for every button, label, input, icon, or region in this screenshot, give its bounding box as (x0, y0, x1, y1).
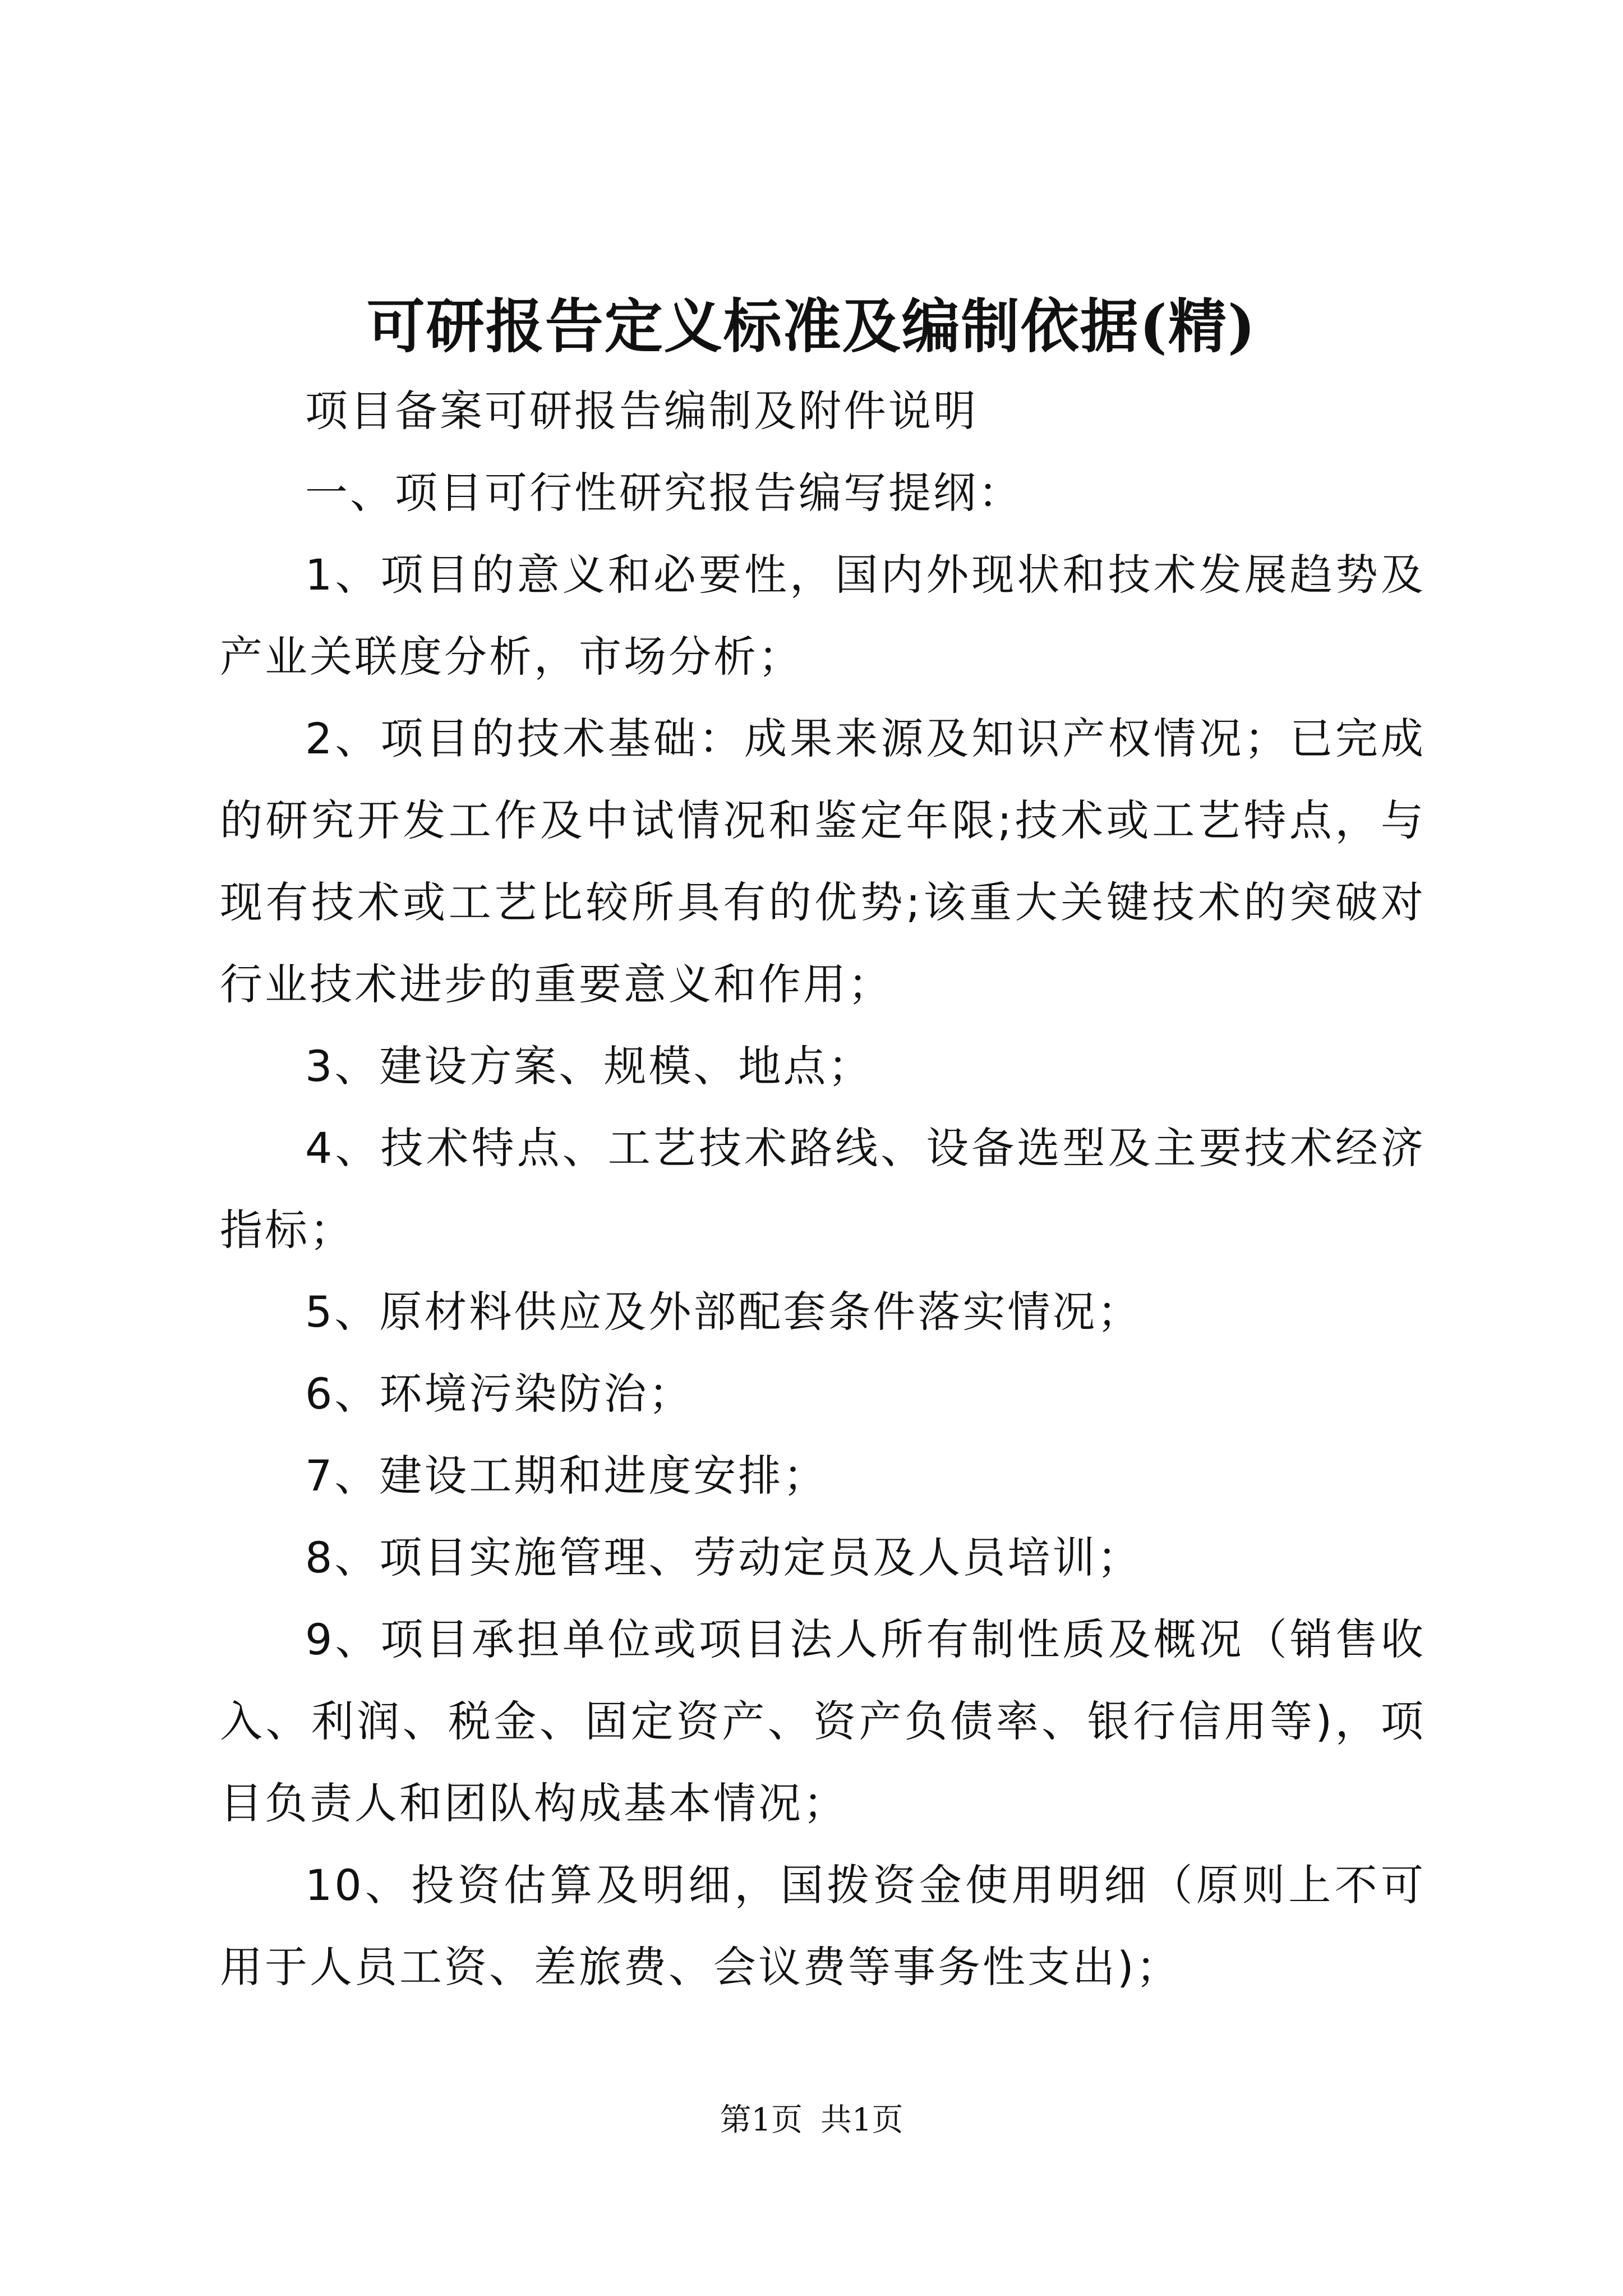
paragraph-item-6: 6、环境污染防治； (305, 1369, 694, 1419)
paragraph-item-9: 9、项目承担单位或项目法人所有制性质及概况（销售收入、利润、税金、固定资产、资产负债率、银行信用等)，项目负责人和团队构成基本情况； (220, 1614, 1426, 1828)
paragraph-item-4: 4、技术特点、工艺技术路线、设备选型及主要技术经济指标； (220, 1123, 1426, 1255)
paragraph-intro: 项目备案可研报告编制及附件说明 (305, 386, 978, 436)
paragraph-item-3: 3、建设方案、规模、地点； (305, 1041, 873, 1091)
document-title: 可研报告定义标准及编制依据(精) (366, 292, 1257, 361)
paragraph-item-2: 2、项目的技术基础：成果来源及知识产权情况；已完成的研究开发工作及中试情况和鉴定年限;技术或工艺特点，与现有技术或工艺比较所具有的优势;该重大关键技术的突破对行业技术进步的重要意义和作用； (220, 714, 1426, 1009)
page-footer: 第1页 共1页 (720, 2102, 903, 2138)
paragraph-item-8: 8、项目实施管理、劳动定员及人员培训； (305, 1533, 1142, 1582)
paragraph-item-10: 10、投资估算及明细，国拨资金使用明细（原则上不可用于人员工资、差旅费、会议费等事务性支出)； (220, 1860, 1426, 1992)
document-body (220, 370, 1426, 2008)
paragraph-outline-heading: 一、项目可行性研究报告编写提纲： (305, 468, 1023, 518)
paragraph-item-5: 5、原材料供应及外部配套条件落实情况； (305, 1287, 1142, 1337)
paragraph-item-7: 7、建设工期和进度安排； (305, 1451, 828, 1501)
paragraph-item-1: 1、项目的意义和必要性，国内外现状和技术发展趋势及产业关联度分析，市场分析； (220, 550, 1426, 682)
